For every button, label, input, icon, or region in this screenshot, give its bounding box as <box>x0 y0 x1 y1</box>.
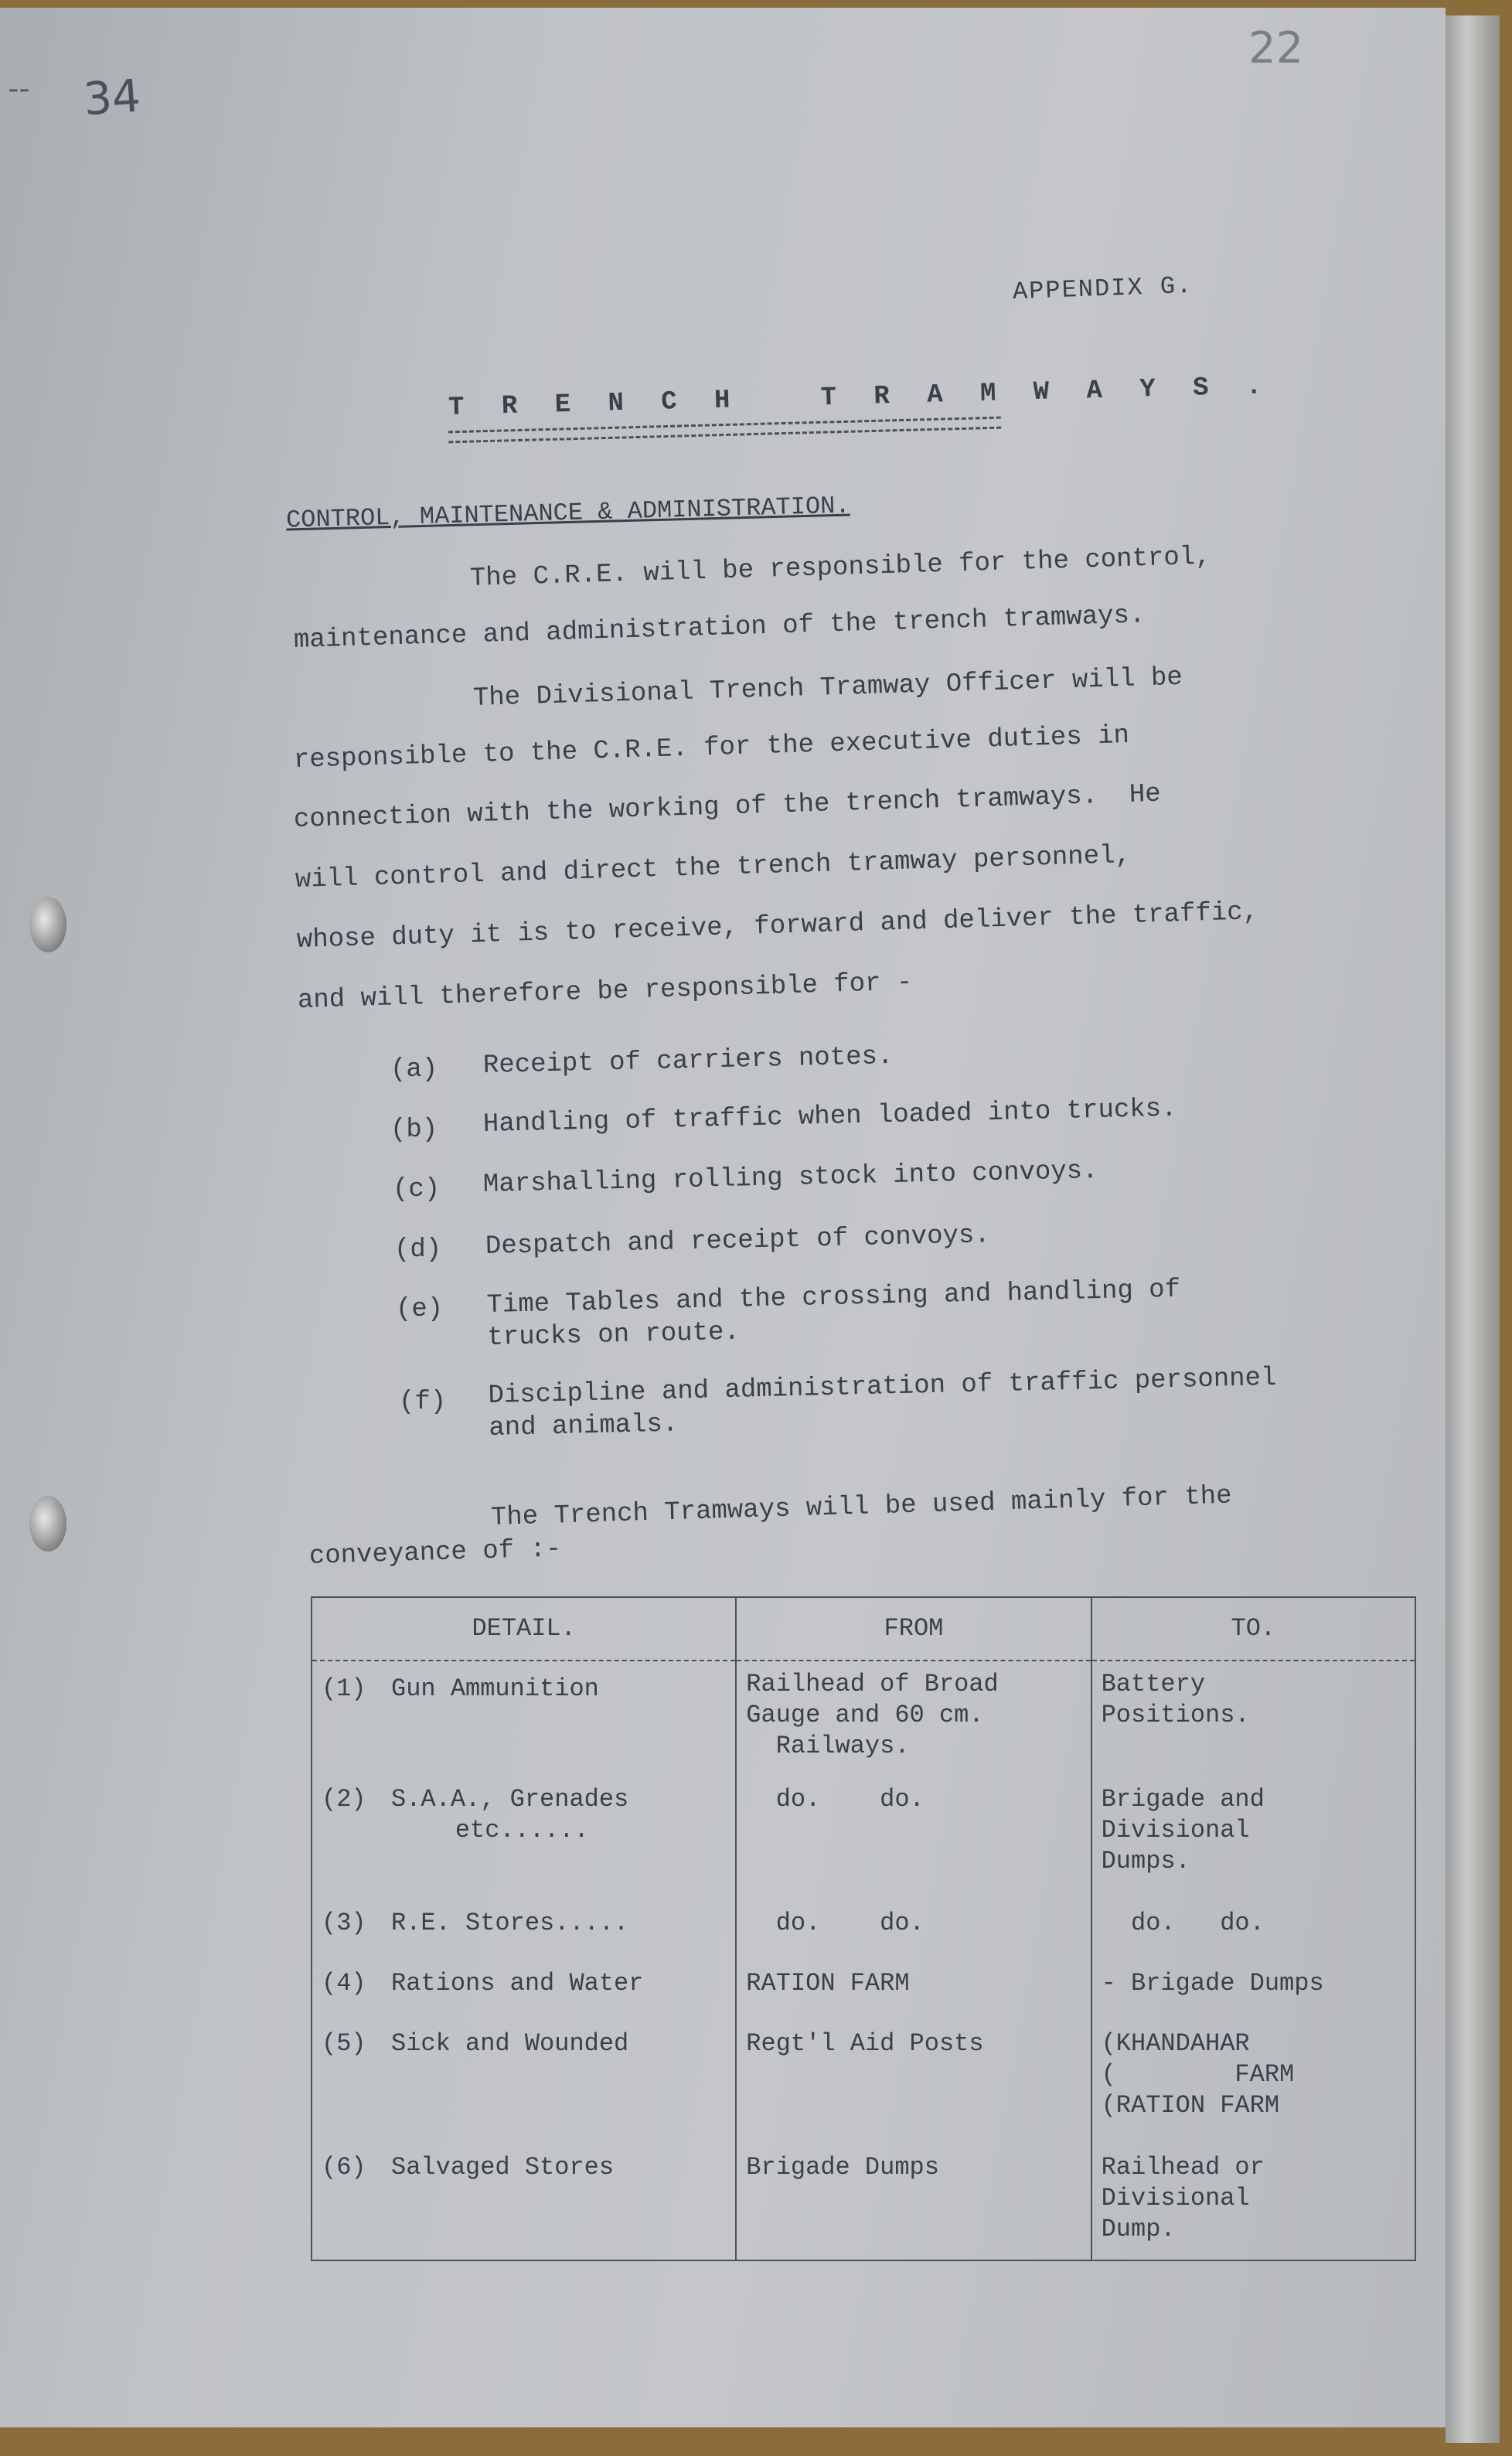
table-row <box>312 1784 1415 1908</box>
duty-label: (f) <box>399 1388 447 1417</box>
from-cell: Brigade Dumps <box>736 2152 1091 2260</box>
duty-text: Discipline and administration of traffic personnel and animals. <box>488 1363 1277 1443</box>
row-number: (1) <box>322 1674 366 1703</box>
page-number-mark: -- <box>8 71 30 107</box>
to-cell: Brigade and Divisional Dumps. <box>1091 1784 1415 1908</box>
punch-hole-bottom <box>29 1496 66 1552</box>
paragraph-line: The Divisional Trench Tramway Officer will be <box>472 663 1183 714</box>
paragraph-line: connection with the working of the trench tramways. He <box>293 779 1162 835</box>
appendix-label: APPENDIX G. <box>1012 271 1194 307</box>
to-cell: Railhead or Divisional Dump. <box>1091 2152 1415 2260</box>
duty-label: (d) <box>394 1235 442 1265</box>
detail-cell <box>312 1908 736 1968</box>
duty-text: Marshalling rolling stock into convoys. <box>482 1156 1098 1200</box>
table-row <box>312 1968 1415 2028</box>
from-cell: do. do. <box>736 1908 1091 1968</box>
document-title: T R E N C H T R A M W A Y S . <box>448 372 1273 423</box>
from-cell: Regt'l Aid Posts <box>736 2028 1091 2152</box>
from-cell: Railhead of Broad Gauge and 60 cm. Railways. <box>736 1661 1091 1784</box>
table-row <box>312 2028 1415 2152</box>
to-cell: - Brigade Dumps <box>1091 1968 1415 2028</box>
detail-cell <box>312 1784 736 1908</box>
table-row <box>312 2152 1415 2260</box>
duty-text: Receipt of carriers notes. <box>482 1041 894 1081</box>
row-number: (3) <box>322 1909 366 1937</box>
paragraph-line: whose duty it is to receive, forward and deliver the traffic, <box>296 898 1259 955</box>
detail-text: S.A.A., Grenades etc...... <box>391 1785 629 1845</box>
from-cell: do. do. <box>736 1784 1091 1908</box>
paragraph-line: maintenance and administration of the trench tramways. <box>293 601 1146 656</box>
page-number-right: 22 <box>1248 23 1304 73</box>
paragraph-line: will control and direct the trench tramway personnel, <box>295 840 1132 895</box>
row-number: (4) <box>322 1969 366 1998</box>
paragraph-line: conveyance of :- <box>308 1535 562 1572</box>
duty-label: (a) <box>390 1055 438 1085</box>
column-header-from: FROM <box>736 1597 1091 1661</box>
conveyance-table <box>311 1596 1416 2261</box>
duty-text: Time Tables and the crossing and handling of trucks on route. <box>486 1275 1181 1353</box>
detail-text: Rations and Water <box>391 1969 644 1998</box>
table-row <box>312 1908 1415 1968</box>
duty-label: (e) <box>396 1295 444 1324</box>
duty-text: Handling of traffic when loaded into trucks. <box>482 1094 1177 1139</box>
detail-text: Salvaged Stores <box>391 2153 615 2182</box>
to-cell: Battery Positions. <box>1091 1661 1415 1784</box>
row-number: (5) <box>322 2029 366 2058</box>
detail-text: R.E. Stores..... <box>391 1909 629 1937</box>
detail-cell <box>312 1661 736 1784</box>
detail-text: Gun Ammunition <box>391 1674 599 1703</box>
row-number: (6) <box>322 2153 366 2182</box>
paragraph-line: The Trench Tramways will be used mainly for the <box>490 1481 1233 1533</box>
duty-label: (b) <box>390 1116 438 1145</box>
paragraph-line: responsible to the C.R.E. for the executive duties in <box>293 720 1130 775</box>
page-number-left: 34 <box>81 69 143 126</box>
from-cell: RATION FARM <box>736 1968 1091 2028</box>
detail-cell <box>312 1968 736 2028</box>
next-page-edge <box>1446 15 1500 2443</box>
to-cell: (KHANDAHAR ( FARM (RATION FARM <box>1091 2028 1415 2152</box>
row-number: (2) <box>322 1785 366 1814</box>
detail-cell <box>312 2028 736 2152</box>
paragraph-line: and will therefore be responsible for - <box>297 968 913 1016</box>
column-header-to: TO. <box>1091 1597 1415 1661</box>
detail-cell <box>312 2152 736 2260</box>
column-header-detail: DETAIL. <box>312 1597 736 1661</box>
table-header-row <box>312 1597 1415 1661</box>
paragraph-line: The C.R.E. will be responsible for the control, <box>469 542 1212 594</box>
punch-hole-top <box>29 897 66 952</box>
section-heading: CONTROL, MAINTENANCE & ADMINISTRATION. <box>285 491 851 535</box>
duty-text: Despatch and receipt of convoys. <box>485 1221 991 1262</box>
duty-label: (c) <box>393 1175 441 1204</box>
table-row <box>312 1661 1415 1784</box>
to-cell: do. do. <box>1091 1908 1415 1968</box>
detail-text: Sick and Wounded <box>391 2029 629 2058</box>
